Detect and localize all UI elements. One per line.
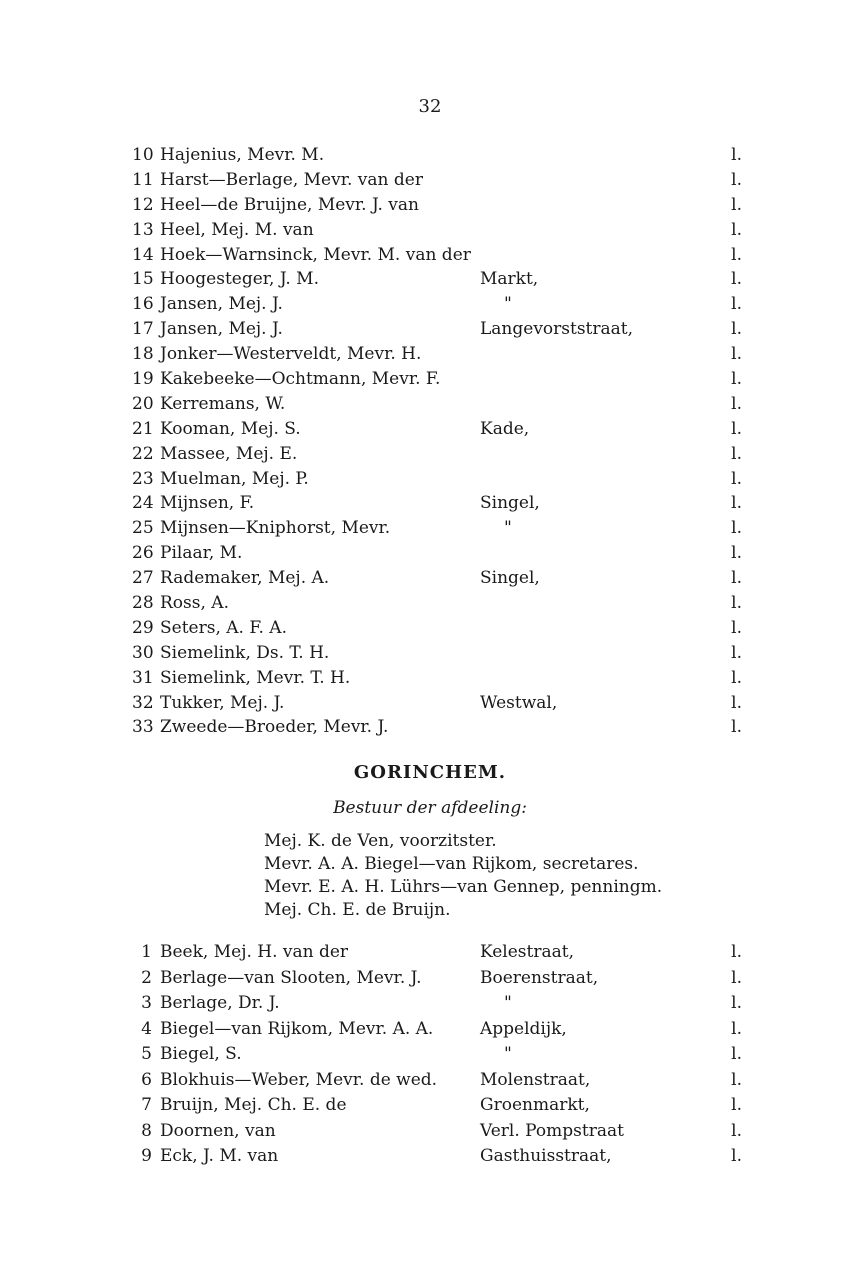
list-item (132, 1017, 742, 1043)
page-number: 32 (418, 96, 442, 117)
list-item (132, 1093, 742, 1119)
list-item (132, 342, 742, 367)
member-mark: l. (731, 1044, 742, 1064)
member-address: Langevorststraat, (480, 319, 634, 340)
member-number: 24 (132, 493, 154, 514)
member-number: 22 (132, 443, 154, 464)
list-item (132, 442, 742, 467)
list-item (132, 616, 742, 641)
member-address: Molenstraat, (480, 1069, 591, 1090)
member-mark: l. (731, 993, 742, 1013)
member-number: 7 (141, 1095, 152, 1115)
member-number: 13 (132, 219, 154, 240)
member-number: 29 (132, 617, 154, 638)
member-mark: l. (731, 269, 742, 290)
member-number: 10 (132, 145, 154, 165)
list-item (132, 292, 742, 317)
member-name: Ross, A. (160, 593, 229, 614)
member-mark: l. (731, 593, 742, 614)
member-mark: l. (731, 1146, 742, 1166)
member-name: Hajenius, Mevr. M. (160, 145, 325, 165)
member-number: 32 (132, 692, 154, 713)
member-name: Bruijn, Mej. Ch. E. de (160, 1095, 347, 1115)
member-name: Biegel, S. (160, 1044, 242, 1064)
member-address: Singel, (480, 568, 540, 589)
member-name: Heel, Mej. M. van (160, 219, 314, 240)
member-number: 9 (141, 1146, 152, 1166)
list-item (132, 591, 742, 616)
member-name: Hoogesteger, J. M. (160, 269, 319, 290)
list-item (132, 193, 742, 218)
member-number: 17 (132, 319, 154, 340)
list-item (132, 966, 742, 992)
member-name: Berlage, Dr. J. (160, 993, 280, 1013)
member-mark: l. (731, 194, 742, 215)
section-title: GORINCHEM. (353, 762, 507, 783)
member-address: Boerenstraat, (480, 967, 599, 988)
list-item (132, 1119, 742, 1145)
member-number: 4 (141, 1018, 152, 1039)
board-member: Mej. Ch. E. de Bruijn. (264, 900, 451, 920)
member-number: 15 (132, 269, 154, 290)
list-item (132, 516, 742, 541)
member-mark: l. (731, 294, 742, 315)
member-list-b (132, 940, 742, 1170)
member-name: Heel—de Bruijne, Mevr. J. van (160, 194, 419, 215)
member-mark: l. (731, 617, 742, 638)
member-number: 16 (132, 294, 154, 315)
member-number: 18 (132, 344, 154, 365)
list-item (132, 1068, 742, 1094)
member-mark: l. (731, 518, 742, 539)
member-mark: l. (731, 1095, 742, 1115)
member-address: " (504, 993, 512, 1013)
member-mark: l. (731, 244, 742, 265)
member-mark: l. (731, 642, 742, 663)
member-address: " (504, 1044, 512, 1064)
list-item (132, 243, 742, 268)
member-mark: l. (731, 443, 742, 464)
member-address: Verl. Pompstraat (480, 1120, 624, 1141)
member-name: Jonker—Westerveldt, Mevr. H. (160, 344, 422, 365)
member-mark: l. (731, 1018, 742, 1039)
member-address: " (504, 518, 512, 539)
member-number: 12 (132, 194, 154, 215)
member-name: Pilaar, M. (160, 543, 243, 564)
member-number: 19 (132, 369, 154, 390)
board-member: Mevr. A. A. Biegel—van Rijkom, secretares. (264, 854, 639, 874)
member-name: Hoek—Warnsinck, Mevr. M. van der (160, 244, 471, 265)
member-number: 3 (141, 993, 152, 1013)
member-number: 14 (132, 244, 154, 265)
member-mark: l. (731, 169, 742, 190)
member-number: 6 (141, 1069, 152, 1090)
list-item (132, 715, 742, 740)
member-name: Mijnsen—Kniphorst, Mevr. (160, 518, 391, 539)
board-member: Mevr. E. A. H. Lührs—van Gennep, penningm. (264, 877, 663, 897)
list-item (132, 940, 742, 966)
member-number: 2 (141, 967, 152, 988)
list-item (132, 168, 742, 193)
list-item (132, 491, 742, 516)
member-number: 21 (132, 418, 154, 439)
member-number: 8 (141, 1120, 152, 1141)
list-item (132, 267, 742, 292)
list-item (132, 641, 742, 666)
member-mark: l. (731, 393, 742, 414)
member-mark: l. (731, 369, 742, 390)
member-name: Blokhuis—Weber, Mevr. de wed. (160, 1069, 438, 1090)
member-name: Biegel—van Rijkom, Mevr. A. A. (160, 1018, 434, 1039)
member-name: Siemelink, Ds. T. H. (160, 642, 330, 663)
member-name: Harst—Berlage, Mevr. van der (160, 169, 423, 190)
list-item (132, 1144, 742, 1170)
list-item (132, 143, 742, 168)
member-name: Muelman, Mej. P. (160, 468, 309, 489)
member-name: Tukker, Mej. J. (160, 692, 285, 713)
list-item (132, 666, 742, 691)
member-name: Massee, Mej. E. (160, 443, 298, 464)
member-name: Beek, Mej. H. van der (160, 942, 349, 962)
member-address: Groenmarkt, (480, 1095, 590, 1115)
board-member: Mej. K. de Ven, voorzitster. (264, 831, 497, 851)
member-name: Jansen, Mej. J. (160, 319, 283, 340)
member-mark: l. (731, 543, 742, 564)
board-heading: Bestuur der afdeeling: (333, 798, 527, 818)
member-mark: l. (731, 568, 742, 589)
board-members (264, 830, 744, 922)
member-address: Westwal, (480, 692, 558, 713)
member-name: Kakebeeke—Ochtmann, Mevr. F. (160, 369, 441, 390)
member-name: Doornen, van (160, 1120, 276, 1141)
member-name: Kerremans, W. (160, 393, 286, 414)
member-mark: l. (731, 418, 742, 439)
member-address: Appeldijk, (480, 1018, 567, 1039)
member-number: 11 (132, 169, 154, 190)
list-item (132, 467, 742, 492)
member-name: Rademaker, Mej. A. (160, 568, 330, 589)
member-address: Gasthuisstraat, (480, 1146, 612, 1166)
member-address: Kade, (480, 418, 530, 439)
list-item (132, 218, 742, 243)
list-item (132, 566, 742, 591)
member-number: 23 (132, 468, 154, 489)
list-item (132, 392, 742, 417)
member-number: 28 (132, 593, 154, 614)
member-mark: l. (731, 942, 742, 962)
list-item (132, 317, 742, 342)
member-address: Kelestraat, (480, 942, 574, 962)
list-item (132, 1042, 742, 1068)
member-name: Mijnsen, F. (160, 493, 255, 514)
member-name: Jansen, Mej. J. (160, 294, 283, 315)
list-item (132, 541, 742, 566)
member-address: Singel, (480, 493, 540, 514)
member-mark: l. (731, 1069, 742, 1090)
member-name: Eck, J. M. van (160, 1146, 279, 1166)
list-item (132, 367, 742, 392)
member-mark: l. (731, 667, 742, 688)
member-mark: l. (731, 1120, 742, 1141)
member-address: Markt, (480, 269, 539, 290)
member-mark: l. (731, 692, 742, 713)
member-address: " (504, 294, 512, 315)
member-number: 5 (141, 1044, 152, 1064)
member-name: Seters, A. F. A. (160, 617, 287, 638)
member-number: 1 (141, 942, 152, 962)
list-item (132, 991, 742, 1017)
member-list-a (132, 143, 742, 740)
member-number: 33 (132, 717, 154, 738)
member-number: 25 (132, 518, 154, 539)
member-mark: l. (731, 717, 742, 738)
member-mark: l. (731, 344, 742, 365)
member-number: 31 (132, 667, 154, 688)
member-mark: l. (731, 493, 742, 514)
member-number: 20 (132, 393, 154, 414)
list-item (132, 417, 742, 442)
member-number: 27 (132, 568, 154, 589)
member-number: 30 (132, 642, 154, 663)
member-mark: l. (731, 219, 742, 240)
member-mark: l. (731, 967, 742, 988)
member-name: Zweede—Broeder, Mevr. J. (160, 717, 389, 738)
member-name: Kooman, Mej. S. (160, 418, 301, 439)
member-name: Berlage—van Slooten, Mevr. J. (160, 967, 422, 988)
member-number: 26 (132, 543, 154, 564)
member-mark: l. (731, 468, 742, 489)
member-mark: l. (731, 319, 742, 340)
member-name: Siemelink, Mevr. T. H. (160, 667, 351, 688)
list-item (132, 691, 742, 716)
member-mark: l. (731, 145, 742, 165)
